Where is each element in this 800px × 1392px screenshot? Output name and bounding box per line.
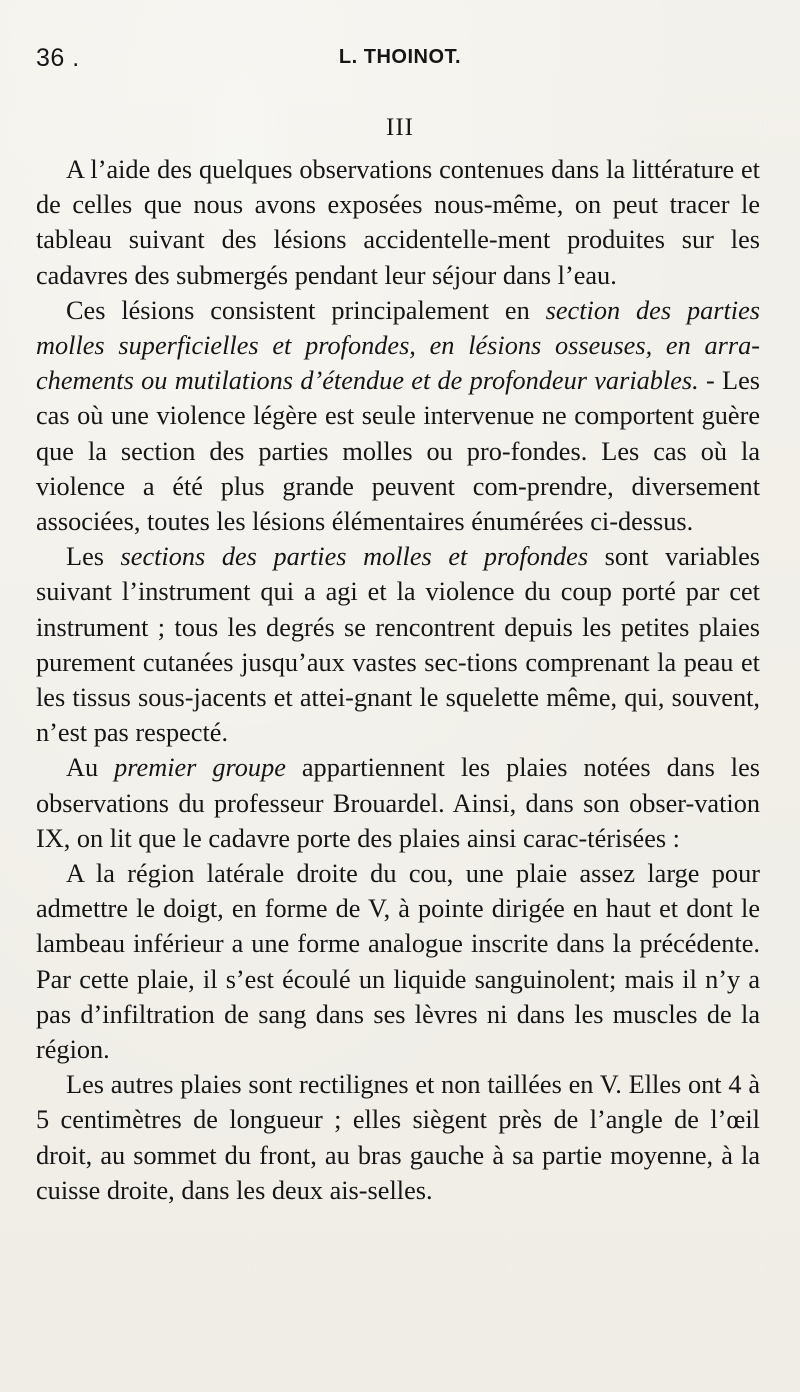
paragraph-5-quotation: A la région latérale droite du cou, une plaie assez large pour admettre le doigt, en forme de V, à pointe dirigée en haut et dont le lambeau inférieur a une forme analogue inscrite dans la précédente. Par cette plaie, il s’est écoulé un liquide sanguinolent; mais il n’y a pas d’infiltration de sang dans ses lèvres ni dans les muscles de la région. [36,859,760,1065]
paragraph-3 [36,539,760,750]
page-header [36,40,764,76]
paragraph-4 [36,750,760,856]
paragraph-4-rest: appartiennent les plaies notées dans les observations du professeur Brouardel. Ainsi, dans son obser-vation IX, on lit que le cadavre porte des plaies ainsi carac-térisées : [36,753,760,853]
paragraph-3-italic: sections des parties molles et profondes [120,542,589,572]
paragraph-3-intro: Les [66,542,121,572]
paragraph-1: A l’aide des quelques observations contenues dans la littérature et de celles que nous avons exposées nous-même, on peut tracer le tableau suivant des lésions accidentelle-ment produites sur les cadavres des submergés pendant leur séjour dans l’eau. [36,155,760,290]
paragraph-3-rest: sont variables suivant l’instrument qui a agi et la violence du coup porté par cet instrument ; tous les degrés se rencontrent depuis les petites plaies purement cutanées jusqu’aux vastes sec-tions comprenant la peau et les tissus sous-jacents et attei-gnant le squelette même, qui, souvent, n’est pas respecté. [36,542,760,748]
paragraph-2-intro: Ces lésions consistent principalement en [66,295,546,325]
paragraph-4-italic: premier groupe [114,753,286,783]
running-head: L. THOINOT. [338,46,462,68]
page-number: 36 . [36,44,80,72]
paragraph-4-intro: Au [66,753,115,783]
paragraph-2-rest: - Les cas où une violence légère est seule intervenue ne comportent guère que la section des parties molles ou pro-fondes. Les cas où la violence a été plus grande peuvent com-prendre, diversement associées, toutes les lésions élémentaires énumérées ci-dessus. [36,366,760,537]
paragraph-2 [36,293,760,539]
body-text [36,152,760,1208]
paragraph-2-italic: section des parties molles superficielles et profondes, en lésions osseuses, en arra-chements ou mutilations d’étendue et de profondeur variables. [36,295,760,396]
paragraph-6: Les autres plaies sont rectilignes et non taillées en V. Elles ont 4 à 5 centimètres de longueur ; elles siègent près de l’angle de l’œil droit, au sommet du front, au bras gauche à sa partie moyenne, à la cuisse droite, dans les deux ais-selles. [36,1070,760,1205]
section-heading: III [386,114,414,141]
